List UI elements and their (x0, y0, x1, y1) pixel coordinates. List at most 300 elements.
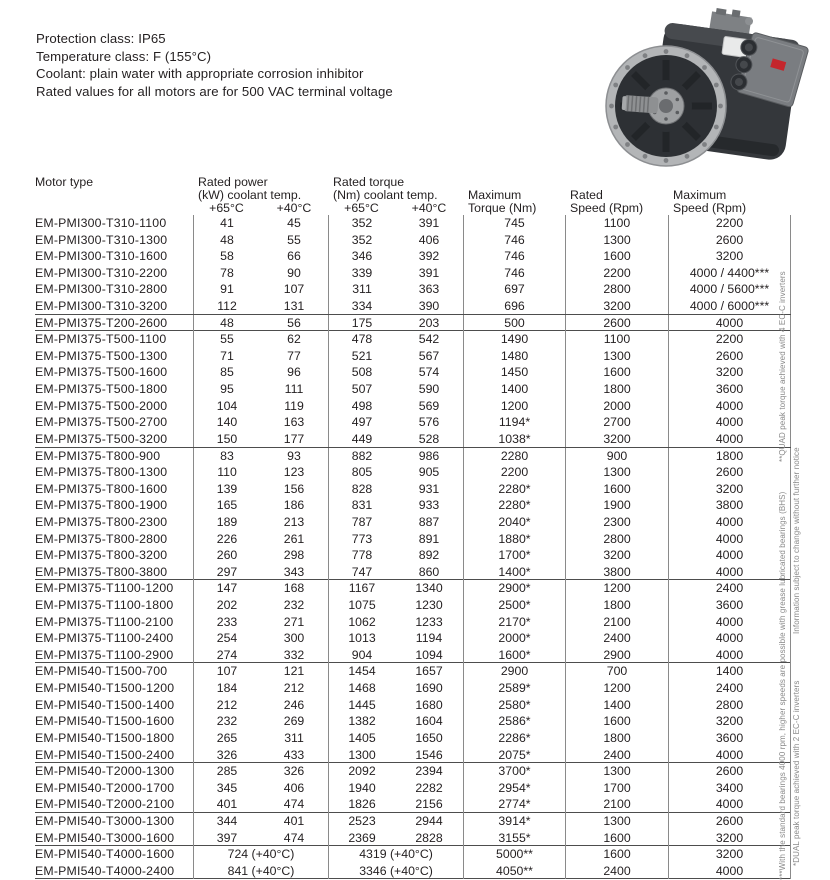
rated-speed-cell: 3800 (565, 564, 668, 580)
power-65-cell: 260 (193, 547, 260, 564)
power-65-cell: 401 (193, 796, 260, 812)
max-torque-cell: 1038* (463, 431, 565, 447)
power-65-cell: 48 (193, 232, 260, 249)
table-row (35, 315, 791, 332)
table-row (35, 232, 791, 249)
power-40-cell: 261 (283, 531, 305, 546)
motor-type-cell: EM-PMI375-T800-1600 (35, 481, 168, 496)
max-speed-cell: 4000 (668, 614, 791, 631)
power-65-cell: 165 (193, 497, 260, 514)
table-row (35, 248, 791, 265)
max-torque-cell: 2170* (463, 614, 565, 631)
max-torque-cell: 2954* (463, 780, 565, 797)
motor-type-cell: EM-PMI375-T500-2700 (35, 415, 168, 430)
table-row (35, 813, 791, 830)
table-body (35, 215, 791, 879)
power-40-cell: 66 (287, 249, 301, 264)
torque-40-cell: 2394 (415, 764, 443, 779)
motor-type-cell: EM-PMI540-T2000-1700 (35, 780, 175, 795)
torque-65-cell: 747 (328, 564, 395, 580)
motor-type-cell: EM-PMI540-T3000-1300 (35, 813, 175, 828)
power-65-cell: 147 (193, 580, 260, 597)
table-row (35, 514, 791, 531)
power-40-cell: 186 (283, 498, 305, 513)
rated-speed-cell: 1900 (565, 497, 668, 514)
rated-speed-cell: 1300 (565, 464, 668, 481)
torque-65-cell: 2523 (328, 813, 395, 830)
table-row (35, 863, 791, 880)
rated-speed-cell: 2400 (565, 747, 668, 763)
rated-speed-cell: 1800 (565, 597, 668, 614)
motor-type-cell: EM-PMI540-T4000-2400 (35, 863, 175, 878)
max-torque-cell: 2075* (463, 747, 565, 763)
power-40-cell: 177 (283, 431, 305, 446)
torque-40-cell: 392 (418, 249, 440, 264)
max-torque-cell: 745 (463, 215, 565, 232)
motor-type-cell: EM-PMI375-T500-3200 (35, 431, 168, 446)
torque-40-cell: 1650 (415, 730, 443, 745)
max-torque-cell: 696 (463, 298, 565, 314)
power-40-cell: 271 (283, 614, 305, 629)
power-cell: 841 (+40°C) (193, 863, 328, 879)
motor-type-cell: EM-PMI375-T1100-2900 (35, 647, 174, 662)
torque-65-cell: 1445 (328, 697, 395, 714)
torque-65-cell: 507 (328, 381, 395, 398)
torque-65-cell: 805 (328, 464, 395, 481)
power-40-cell: 93 (287, 448, 301, 463)
table-row (35, 298, 791, 315)
torque-65-cell: 1382 (328, 713, 395, 730)
max-speed-cell: 1800 (668, 448, 791, 465)
motor-type-cell: EM-PMI375-T800-3200 (35, 548, 168, 563)
rated-speed-cell: 700 (565, 663, 668, 680)
torque-65-cell: 831 (328, 497, 395, 514)
power-40-cell: 56 (287, 315, 301, 330)
rated-speed-cell: 2600 (565, 315, 668, 331)
power-65-cell: 345 (193, 780, 260, 797)
power-temp-65-label: +65°C (209, 201, 244, 215)
max-torque-cell: 5000** (463, 846, 565, 863)
torque-65-cell: 334 (328, 298, 395, 314)
max-speed-cell: 3200 (668, 364, 791, 381)
power-40-cell: 62 (287, 332, 301, 347)
torque-40-cell: 406 (418, 232, 440, 247)
max-speed-cell: 2400 (668, 580, 791, 597)
power-40-cell: 111 (284, 382, 304, 397)
max-torque-cell: 746 (463, 248, 565, 265)
power-40-cell: 213 (283, 514, 305, 529)
max-torque-cell: 2280* (463, 497, 565, 514)
table-row (35, 580, 791, 597)
torque-40-cell: 1680 (415, 697, 443, 712)
max-speed-cell: 3800 (668, 497, 791, 514)
rated-speed-cell: 3200 (565, 298, 668, 314)
max-torque-cell: 697 (463, 281, 565, 298)
power-65-cell: 397 (193, 830, 260, 846)
torque-40-cell: 933 (418, 498, 440, 513)
table-row (35, 448, 791, 465)
power-40-cell: 406 (283, 780, 305, 795)
footnote-bearings: ***With the standard bearings 4000 rpm, higher speeds are possible with grease lubricated bearings (BHS) (778, 491, 787, 880)
max-speed-cell: 4000 / 5600*** (668, 281, 791, 298)
torque-65-cell: 498 (328, 398, 395, 415)
torque-40-cell: 363 (418, 282, 440, 297)
torque-40-cell: 528 (418, 431, 440, 446)
max-speed-cell: 4000 (668, 514, 791, 531)
torque-65-cell: 828 (328, 481, 395, 498)
motor-type-cell: EM-PMI300-T310-2200 (35, 265, 168, 280)
motor-type-cell: EM-PMI300-T310-2800 (35, 282, 168, 297)
spec-info-block (36, 30, 393, 100)
torque-65-cell: 787 (328, 514, 395, 531)
power-40-cell: 121 (283, 664, 305, 679)
torque-65-cell: 2369 (328, 830, 395, 846)
power-65-cell: 184 (193, 680, 260, 697)
torque-40-cell: 391 (418, 216, 440, 230)
max-speed-cell: 4000 (668, 647, 791, 663)
max-torque-cell: 2774* (463, 796, 565, 812)
table-row (35, 398, 791, 415)
rated-speed-cell: 1400 (565, 697, 668, 714)
motor-type-cell: EM-PMI375-T500-2000 (35, 398, 168, 413)
max-speed-cell: 4000 (668, 431, 791, 447)
torque-65-cell: 352 (328, 215, 395, 232)
footnote-dual-peak: *DUAL peak torque achieved with 2 EC-C inverters (792, 680, 801, 866)
rated-speed-cell: 1200 (565, 580, 668, 597)
torque-40-cell: 1233 (415, 614, 443, 629)
torque-40-cell: 891 (418, 531, 440, 546)
col-header-rated-torque: Rated torque (Nm) coolant temp. +65°C +40°C (328, 176, 463, 215)
max-torque-cell: 1600* (463, 647, 565, 663)
torque-65-cell: 904 (328, 647, 395, 663)
power-65-cell: 226 (193, 531, 260, 548)
max-speed-cell: 4000 / 4400*** (668, 265, 791, 282)
torque-65-cell: 175 (328, 315, 395, 331)
torque-40-cell: 931 (418, 481, 440, 496)
max-torque-cell: 1200 (463, 398, 565, 415)
torque-65-cell: 478 (328, 331, 395, 348)
max-speed-cell: 2200 (668, 215, 791, 232)
power-40-cell: 168 (283, 581, 305, 596)
torque-65-cell: 352 (328, 232, 395, 249)
max-speed-cell: 4000 (668, 315, 791, 331)
col-header-max-torque: Maximum Torque (Nm) (468, 188, 537, 215)
torque-40-cell: 203 (418, 315, 440, 330)
table-row (35, 281, 791, 298)
torque-40-cell: 590 (418, 382, 440, 397)
table-row (35, 713, 791, 730)
motor-type-cell: EM-PMI540-T1500-700 (35, 664, 168, 679)
table-row (35, 464, 791, 481)
motor-type-cell: EM-PMI375-T800-2300 (35, 514, 168, 529)
power-40-cell: 326 (283, 764, 305, 779)
max-speed-cell: 1400 (668, 663, 791, 680)
max-speed-cell: 2600 (668, 348, 791, 365)
torque-65-cell: 508 (328, 364, 395, 381)
motor-spec-table (35, 176, 791, 879)
power-40-cell: 474 (283, 830, 305, 845)
power-65-cell: 85 (193, 364, 260, 381)
power-65-cell: 297 (193, 564, 260, 580)
motor-type-cell: EM-PMI375-T1100-2100 (35, 614, 174, 629)
torque-65-cell: 1940 (328, 780, 395, 797)
motor-type-cell: EM-PMI375-T800-1900 (35, 498, 168, 513)
motor-type-cell: EM-PMI375-T500-1600 (35, 365, 168, 380)
power-40-cell: 123 (283, 465, 305, 480)
torque-40-cell: 2156 (415, 797, 443, 812)
power-40-cell: 300 (283, 631, 305, 646)
power-40-cell: 246 (283, 697, 305, 712)
torque-40-cell: 892 (418, 548, 440, 563)
max-speed-cell: 2600 (668, 464, 791, 481)
table-row (35, 663, 791, 680)
max-speed-cell: 4000 (668, 531, 791, 548)
max-torque-cell: 2589* (463, 680, 565, 697)
torque-40-cell: 986 (418, 448, 440, 463)
torque-temp-40-label: +40°C (411, 201, 447, 215)
max-speed-cell: 2600 (668, 813, 791, 830)
motor-type-cell: EM-PMI540-T3000-1600 (35, 830, 175, 845)
torque-65-cell: 497 (328, 414, 395, 431)
torque-40-cell: 2282 (415, 780, 443, 795)
motor-type-cell: EM-PMI300-T310-1300 (35, 232, 168, 247)
torque-40-cell: 391 (418, 265, 440, 280)
torque-40-cell: 574 (418, 365, 440, 380)
rated-speed-cell: 2400 (565, 863, 668, 879)
torque-40-cell: 1340 (415, 581, 443, 596)
motor-type-cell: EM-PMI540-T1500-1600 (35, 714, 175, 729)
table-row (35, 763, 791, 780)
motor-type-cell: EM-PMI540-T1500-1400 (35, 697, 175, 712)
max-speed-cell: 3200 (668, 713, 791, 730)
power-40-cell: 212 (283, 681, 305, 696)
max-torque-cell: 2500* (463, 597, 565, 614)
max-speed-cell: 4000 (668, 564, 791, 580)
max-torque-cell: 2580* (463, 697, 565, 714)
torque-40-cell: 887 (418, 514, 440, 529)
power-40-cell: 433 (283, 747, 305, 762)
rated-speed-cell: 2100 (565, 614, 668, 631)
power-40-cell: 269 (283, 714, 305, 729)
rated-speed-cell: 1100 (565, 215, 668, 232)
max-torque-cell: 3914* (463, 813, 565, 830)
power-cell: 724 (+40°C) (193, 846, 328, 863)
power-65-cell: 112 (193, 298, 260, 314)
motor-type-cell: EM-PMI375-T1100-1800 (35, 598, 174, 613)
max-torque-cell: 2040* (463, 514, 565, 531)
rated-speed-cell: 2400 (565, 630, 668, 647)
power-65-cell: 202 (193, 597, 260, 614)
rated-values-line: Rated values for all motors are for 500 VAC terminal voltage (36, 83, 393, 99)
max-torque-cell: 1400* (463, 564, 565, 580)
torque-40-cell: 2828 (415, 830, 443, 845)
max-torque-cell: 2200 (463, 464, 565, 481)
max-speed-cell: 2600 (668, 232, 791, 249)
table-row (35, 531, 791, 548)
max-torque-cell: 1480 (463, 348, 565, 365)
table-row (35, 497, 791, 514)
torque-40-cell: 1194 (415, 631, 443, 646)
max-torque-cell: 2586* (463, 713, 565, 730)
table-row (35, 680, 791, 697)
protection-class-line: Protection class: IP65 (36, 31, 166, 46)
power-65-cell: 104 (193, 398, 260, 415)
torque-65-cell: 778 (328, 547, 395, 564)
power-65-cell: 265 (193, 730, 260, 747)
table-row (35, 481, 791, 498)
rated-speed-cell: 1600 (565, 481, 668, 498)
table-row (35, 215, 791, 232)
motor-type-cell: EM-PMI540-T1500-1200 (35, 681, 175, 696)
torque-40-cell: 567 (418, 348, 440, 363)
max-speed-cell: 3200 (668, 481, 791, 498)
table-row (35, 364, 791, 381)
coolant-line: Coolant: plain water with appropriate corrosion inhibitor (36, 66, 364, 82)
motor-type-cell: EM-PMI375-T500-1800 (35, 382, 168, 397)
torque-40-cell: 905 (418, 465, 440, 480)
col-header-rated-power: Rated power (kW) coolant temp. +65°C +40°C (193, 176, 328, 215)
torque-40-cell: 1230 (415, 598, 443, 613)
max-speed-cell: 3600 (668, 381, 791, 398)
max-speed-cell: 4000 (668, 398, 791, 415)
max-speed-cell: 2800 (668, 697, 791, 714)
max-torque-cell: 2286* (463, 730, 565, 747)
torque-65-cell: 521 (328, 348, 395, 365)
power-65-cell: 91 (193, 281, 260, 298)
rated-speed-cell: 3200 (565, 431, 668, 447)
max-torque-cell: 1700* (463, 547, 565, 564)
max-torque-cell: 1450 (463, 364, 565, 381)
max-torque-cell: 2280* (463, 481, 565, 498)
rated-speed-cell: 2800 (565, 531, 668, 548)
torque-65-cell: 339 (328, 265, 395, 282)
rated-speed-cell: 1300 (565, 232, 668, 249)
motor-type-cell: EM-PMI375-T800-900 (35, 448, 161, 463)
motor-type-cell: EM-PMI375-T800-1300 (35, 465, 168, 480)
power-40-cell: 45 (287, 216, 301, 230)
temperature-class-line: Temperature class: F (155°C) (36, 48, 212, 64)
rated-speed-cell: 1300 (565, 348, 668, 365)
power-40-cell: 131 (283, 299, 305, 314)
max-torque-cell: 2000* (463, 630, 565, 647)
power-65-cell: 285 (193, 763, 260, 780)
table-row (35, 830, 791, 847)
motor-type-cell: EM-PMI375-T1100-1200 (35, 581, 174, 596)
motor-type-cell: EM-PMI300-T310-3200 (35, 299, 168, 314)
rated-speed-cell: 2000 (565, 398, 668, 415)
rated-speed-cell: 2300 (565, 514, 668, 531)
torque-65-cell: 1826 (328, 796, 395, 812)
motor-type-cell: EM-PMI375-T800-3800 (35, 564, 168, 579)
max-torque-cell: 746 (463, 232, 565, 249)
rated-speed-cell: 1100 (565, 331, 668, 348)
torque-40-cell: 1094 (415, 647, 443, 662)
torque-65-cell: 1013 (328, 630, 395, 647)
torque-65-cell: 1300 (328, 747, 395, 763)
power-65-cell: 189 (193, 514, 260, 531)
power-65-cell: 41 (193, 215, 260, 232)
motor-type-cell: EM-PMI300-T310-1100 (35, 216, 167, 230)
max-speed-cell: 4000 (668, 630, 791, 647)
rated-speed-cell: 1300 (565, 763, 668, 780)
max-torque-cell: 746 (463, 265, 565, 282)
power-65-cell: 48 (193, 315, 260, 331)
torque-65-cell: 449 (328, 431, 395, 447)
torque-40-cell: 390 (418, 299, 440, 314)
motor-type-cell: EM-PMI375-T500-1100 (35, 332, 167, 347)
max-speed-cell: 3200 (668, 830, 791, 846)
max-speed-cell: 2400 (668, 680, 791, 697)
max-torque-cell: 1194* (463, 414, 565, 431)
torque-40-cell: 860 (418, 564, 440, 579)
power-40-cell: 343 (283, 564, 305, 579)
torque-40-cell: 569 (418, 398, 440, 413)
power-65-cell: 55 (193, 331, 260, 348)
motor-product-photo (598, 6, 814, 172)
power-40-cell: 107 (283, 282, 305, 297)
torque-65-cell: 2092 (328, 763, 395, 780)
table-row (35, 647, 791, 664)
power-40-cell: 90 (287, 265, 301, 280)
max-speed-cell: 3400 (668, 780, 791, 797)
torque-temp-65-label: +65°C (344, 201, 379, 215)
power-40-cell: 96 (287, 365, 301, 380)
col-header-motor-type: Motor type (35, 175, 94, 189)
torque-40-cell: 2944 (415, 813, 443, 828)
max-speed-cell: 2200 (668, 331, 791, 348)
power-40-cell: 77 (287, 348, 301, 363)
power-65-cell: 110 (193, 464, 260, 481)
torque-65-cell: 1167 (328, 580, 395, 597)
torque-65-cell: 1062 (328, 614, 395, 631)
torque-65-cell: 1454 (328, 663, 395, 680)
torque-cell: 4319 (+40°C) (328, 846, 463, 863)
rated-speed-cell: 1600 (565, 713, 668, 730)
rated-speed-cell: 2200 (565, 265, 668, 282)
power-65-cell: 107 (193, 663, 260, 680)
torque-65-cell: 773 (328, 531, 395, 548)
torque-40-cell: 576 (418, 415, 440, 430)
rated-speed-cell: 1800 (565, 730, 668, 747)
power-65-cell: 83 (193, 448, 260, 465)
power-65-cell: 233 (193, 614, 260, 631)
power-40-cell: 474 (283, 797, 305, 812)
torque-65-cell: 1405 (328, 730, 395, 747)
motor-type-cell: EM-PMI540-T1500-2400 (35, 747, 175, 762)
max-speed-cell: 4000 (668, 747, 791, 763)
power-65-cell: 150 (193, 431, 260, 447)
table-row (35, 747, 791, 764)
table-row (35, 265, 791, 282)
rated-speed-cell: 1200 (565, 680, 668, 697)
table-row (35, 348, 791, 365)
rated-speed-cell: 1600 (565, 364, 668, 381)
power-65-cell: 58 (193, 248, 260, 265)
rated-speed-cell: 3200 (565, 547, 668, 564)
max-torque-cell: 3155* (463, 830, 565, 846)
power-65-cell: 78 (193, 265, 260, 282)
motor-type-cell: EM-PMI300-T310-1600 (35, 249, 168, 264)
max-speed-cell: 3600 (668, 730, 791, 747)
footnote-quad-peak: **QUAD peak torque achieved with 4 EC-C inverters (778, 271, 787, 462)
torque-65-cell: 882 (328, 448, 395, 465)
torque-40-cell: 1690 (415, 681, 443, 696)
max-torque-cell: 1490 (463, 331, 565, 348)
torque-65-cell: 1075 (328, 597, 395, 614)
max-speed-cell: 4000 (668, 547, 791, 564)
max-torque-cell: 500 (463, 315, 565, 331)
max-speed-cell: 4000 (668, 414, 791, 431)
